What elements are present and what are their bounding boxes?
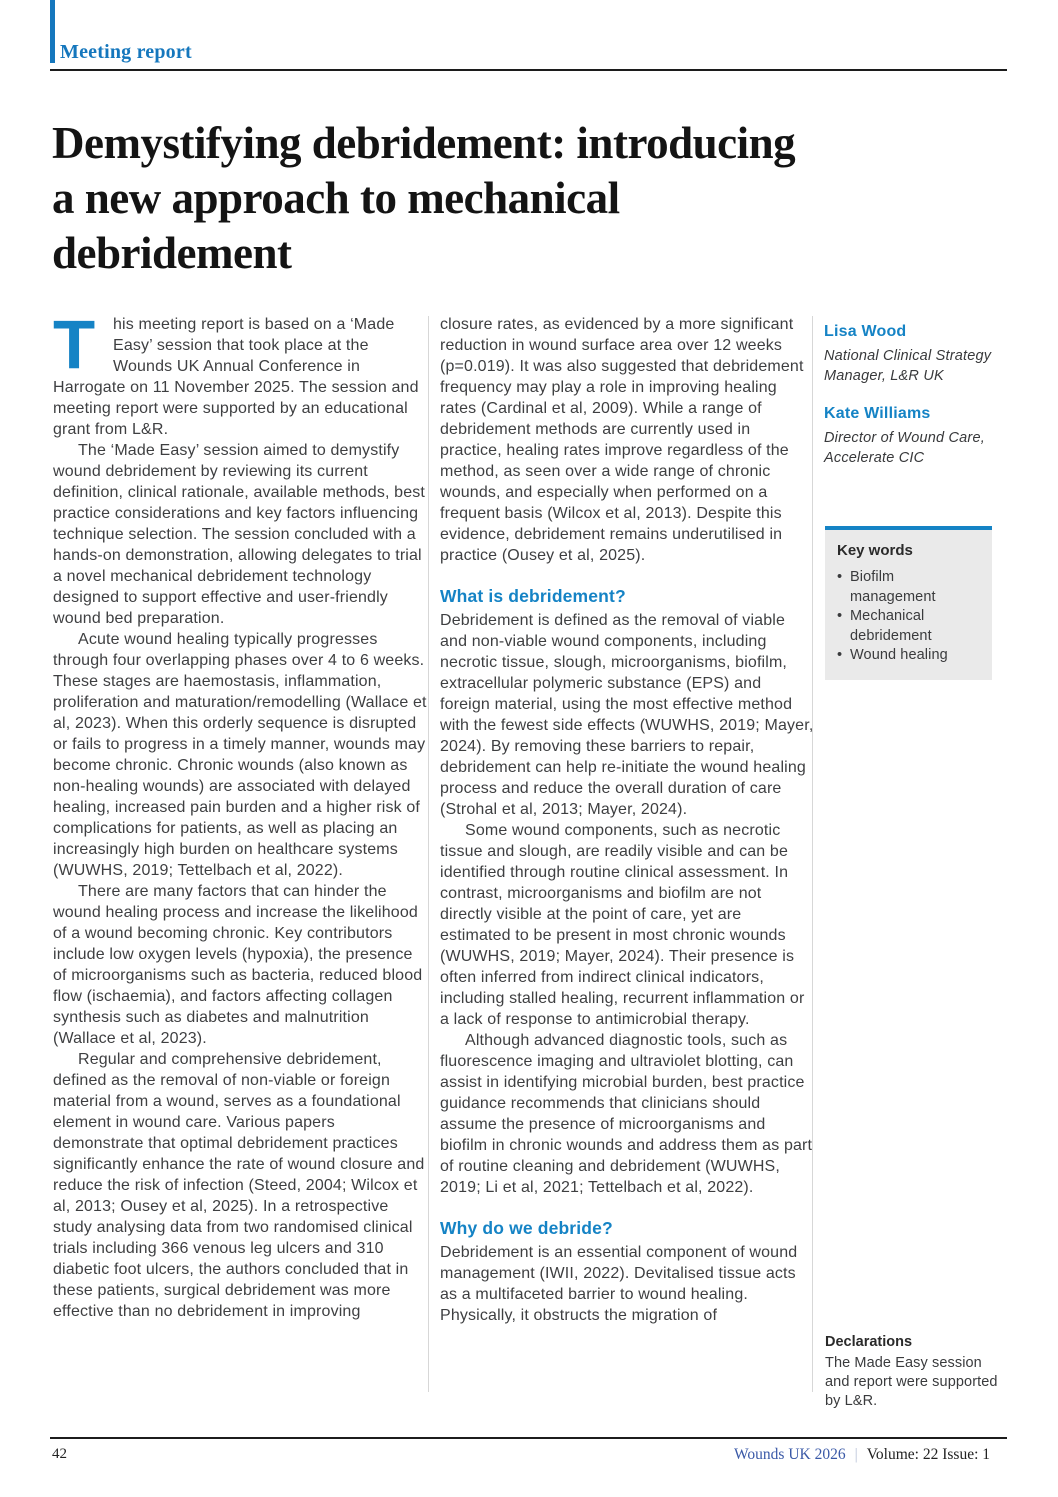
volume-issue: Volume: 22 Issue: 1 xyxy=(866,1446,990,1463)
footer-separator: | xyxy=(854,1446,858,1463)
accent-bar xyxy=(50,0,55,63)
article-title-line-1: Demystifying debridement: introducing xyxy=(52,118,796,168)
paragraph-intro xyxy=(53,306,427,440)
column-divider-1 xyxy=(428,316,429,1392)
paragraph: Debridement is defined as the removal of viable and non-viable wound components, including necrotic tissue, slough, microorganisms, biofilm, extracellular polymeric substance (EPS) and foreign material, using the most effective method with the fewest side effects (WUWHS, 2019; Mayer, 2024). By removing these barriers to repair, debridement can help re-initiate the wound healing process and reduce the overall duration of care (Strohal et al, 2013; Mayer, 2024). xyxy=(440,612,814,818)
subheading-what-is-debridement: What is debridement? xyxy=(440,586,626,606)
author-name: Kate Williams xyxy=(824,405,931,422)
author-role: National Clinical Strategy Manager, L&R UK xyxy=(824,348,992,384)
author-role: Director of Wound Care, Accelerate CIC xyxy=(824,430,985,466)
declarations-heading: Declarations xyxy=(825,1334,913,1350)
journal-name: Wounds UK 2026 xyxy=(734,1446,846,1463)
paragraph: Acute wound healing typically progresses through four overlapping phases over 4 to 6 weeks. These stages are haemostasis, inflammation, proliferation and maturation/remodelling (Wallace et al, 2023). When this orderly sequence is disrupted or fails to progress in a timely manner, wounds may become chronic. Chronic wounds (also known as non-healing wounds) are associated with delayed healing, increased pain burden and a higher risk of complications for patients, as well as placing an increasingly high burden on healthcare systems (WUWHS, 2019; Tettelbach et al, 2022). xyxy=(53,631,427,879)
header-rule xyxy=(50,69,1007,71)
author-block xyxy=(824,404,1010,468)
page-number: 42 xyxy=(52,1446,67,1462)
keyword-item: • Biofilm management xyxy=(837,568,980,607)
article-title-line-2: a new approach to mechanical xyxy=(52,173,620,223)
article-title xyxy=(52,116,1012,281)
drop-cap: T xyxy=(53,306,96,383)
author-name: Lisa Wood xyxy=(824,323,907,340)
paragraph-intro-text: his meeting report is based on a ‘Made Easy’ session that took place at the Wounds UK Annual Conference in Harrogate on 11 November 2025. The session and meeting report were supported by an educational grant from L&R. xyxy=(53,316,419,438)
paragraph: Debridement is an essential component of wound management (IWII, 2022). Devitalised tissue acts as a multifaceted barrier to wound healing. Physically, it obstructs the migration of xyxy=(440,1244,798,1324)
paragraph: There are many factors that can hinder the wound healing process and increase the likelihood of a wound becoming chronic. Key contributors include low oxygen levels (hypoxia), the presence of microorganisms such as bacteria, reduced blood flow (ischaemia), and factors affecting collagen synthesis such as diabetes and malnutrition (Wallace et al, 2023). xyxy=(53,883,423,1047)
section-label: Meeting report xyxy=(60,41,192,63)
body-column-1 xyxy=(53,306,427,1322)
keyword-item: • Wound healing xyxy=(837,646,980,666)
author-block xyxy=(824,322,1010,386)
footer-journal-info xyxy=(734,1446,990,1464)
article-title-line-3: debridement xyxy=(52,228,292,278)
paragraph: Regular and comprehensive debridement, defined as the removal of non-viable or foreign material from a wound, serves as a foundational element in wound care. Various papers demonstrate that optimal debridement practices significantly enhance the rate of wound closure and reduce the risk of infection (Steed, 2004; Wilcox et al, 2013; Ousey et al, 2025). In a retrospective study analysing data from two randomised clinical trials including 366 venous leg ulcers and 310 diabetic foot ulcers, the authors concluded that in these patients, surgical debridement was more effective than no debridement in improving xyxy=(53,1051,425,1320)
body-column-2 xyxy=(440,314,814,1326)
footer-rule xyxy=(50,1437,1007,1439)
paragraph: Although advanced diagnostic tools, such as fluorescence imaging and ultraviolet blotting, can assist in identifying microbial burden, best practice guidance recommends that clinicians should assume the presence of microorganisms and biofilm in chronic wounds and address them as part of routine cleaning and debridement (WUWHS, 2019; Li et al, 2021; Tettelbach et al, 2022). xyxy=(440,1032,813,1196)
paragraph: The ‘Made Easy’ session aimed to demystify wound debridement by reviewing its current definition, clinical rationale, available methods, best practice considerations and key factors influencing technique selection. The session concluded with a hands-on demonstration, allowing delegates to trial a novel mechanical debridement technology designed to support effective and user-friendly wound bed preparation. xyxy=(53,442,426,627)
keywords-heading: Key words xyxy=(837,542,913,559)
paragraph: closure rates, as evidenced by a more significant reduction in wound surface area over 12 weeks (p=0.019). It was also suggested that debridement frequency may play a role in improving healing rates (Cardinal et al, 2009). While a range of debridement methods are currently used in practice, healing rates improve regardless of the method, as seen over a wide range of chronic wounds, and especially when performed on a frequent basis (Wilcox et al, 2013). Despite this evidence, debridement remains underutilised in practice (Ousey et al, 2025). xyxy=(440,316,804,564)
keywords-box xyxy=(825,526,992,680)
keyword-item: • Mechanical debridement xyxy=(837,607,980,646)
paragraph: Some wound components, such as necrotic tissue and slough, are readily visible and can be identified through routine clinical assessment. In contrast, microorganisms and biofilm are not directly visible at the point of care, yet are estimated to be present in most chronic wounds (WUWHS, 2019; Mayer, 2024). Their presence is often inferred from indirect clinical indicators, including stalled healing, recurrent inflammation or a lack of response to antimicrobial therapy. xyxy=(440,822,805,1028)
author-sidebar xyxy=(824,322,1010,486)
declarations-text: The Made Easy session and report were supported by L&R. xyxy=(825,1355,998,1409)
declarations-block xyxy=(825,1333,1000,1411)
subheading-why-do-we-debride: Why do we debride? xyxy=(440,1218,613,1238)
